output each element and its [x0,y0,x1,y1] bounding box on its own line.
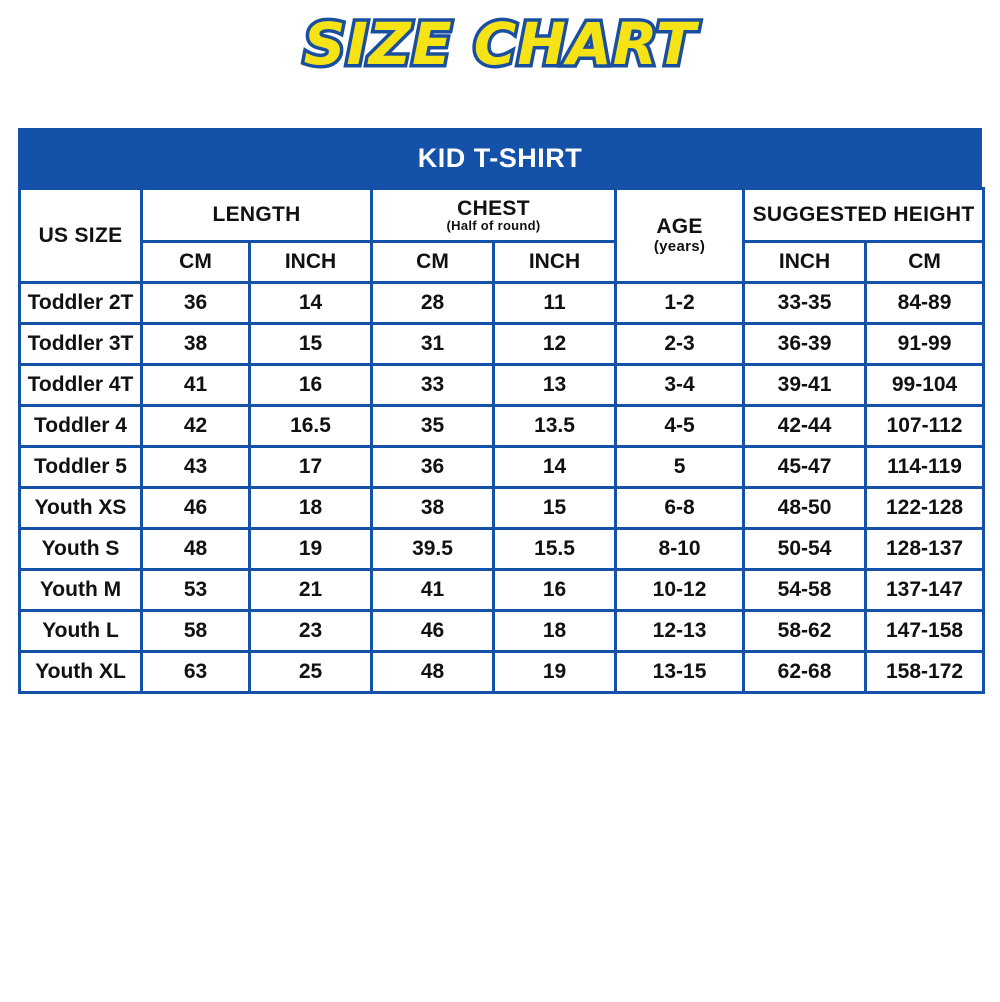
cell-height-inch: 39-41 [744,365,866,406]
size-chart-table [18,187,985,694]
cell-age: 4-5 [616,406,744,447]
cell-length-cm: 41 [142,365,250,406]
cell-length-inch: 17 [250,447,372,488]
cell-length-inch: 25 [250,652,372,693]
cell-us-size: Youth S [20,529,142,570]
cell-length-cm: 36 [142,283,250,324]
header-length-inch: INCH [250,242,372,283]
cell-height-inch: 36-39 [744,324,866,365]
table-row [20,406,984,447]
cell-chest-cm: 33 [372,365,494,406]
cell-length-inch: 21 [250,570,372,611]
cell-length-cm: 53 [142,570,250,611]
cell-height-inch: 48-50 [744,488,866,529]
cell-height-inch: 42-44 [744,406,866,447]
cell-us-size: Youth L [20,611,142,652]
cell-us-size: Youth M [20,570,142,611]
header-us-size: US SIZE [20,189,142,283]
table-row [20,324,984,365]
cell-height-cm: 84-89 [866,283,984,324]
cell-length-cm: 42 [142,406,250,447]
cell-chest-inch: 11 [494,283,616,324]
cell-height-inch: 54-58 [744,570,866,611]
table-row [20,365,984,406]
cell-chest-cm: 35 [372,406,494,447]
header-age-label: AGE [656,215,703,239]
cell-us-size: Youth XL [20,652,142,693]
cell-chest-cm: 48 [372,652,494,693]
header-row-units [20,242,984,283]
table-row [20,652,984,693]
page-title: SIZE CHART [303,10,697,78]
cell-chest-inch: 14 [494,447,616,488]
header-age [616,189,744,283]
cell-age: 6-8 [616,488,744,529]
table-row [20,529,984,570]
cell-length-cm: 43 [142,447,250,488]
cell-us-size: Youth XS [20,488,142,529]
product-banner: KID T-SHIRT [18,128,982,187]
table-row [20,283,984,324]
cell-age: 5 [616,447,744,488]
cell-us-size: Toddler 5 [20,447,142,488]
table-row [20,488,984,529]
cell-chest-inch: 18 [494,611,616,652]
cell-age: 13-15 [616,652,744,693]
cell-age: 2-3 [616,324,744,365]
cell-length-inch: 16 [250,365,372,406]
cell-chest-inch: 13 [494,365,616,406]
cell-length-inch: 16.5 [250,406,372,447]
cell-height-inch: 45-47 [744,447,866,488]
table-row [20,570,984,611]
cell-height-inch: 58-62 [744,611,866,652]
cell-chest-inch: 19 [494,652,616,693]
cell-length-cm: 63 [142,652,250,693]
cell-height-inch: 33-35 [744,283,866,324]
table-header [20,189,984,283]
cell-height-cm: 114-119 [866,447,984,488]
cell-length-inch: 19 [250,529,372,570]
cell-us-size: Toddler 4 [20,406,142,447]
table-row [20,447,984,488]
header-length: LENGTH [142,189,372,242]
header-chest-inch: INCH [494,242,616,283]
cell-height-inch: 62-68 [744,652,866,693]
header-length-cm: CM [142,242,250,283]
header-suggested-height: SUGGESTED HEIGHT [744,189,984,242]
cell-chest-inch: 13.5 [494,406,616,447]
title-area [0,0,1000,86]
cell-chest-cm: 41 [372,570,494,611]
cell-height-cm: 122-128 [866,488,984,529]
cell-length-inch: 15 [250,324,372,365]
cell-height-cm: 107-112 [866,406,984,447]
cell-length-cm: 58 [142,611,250,652]
cell-chest-inch: 15 [494,488,616,529]
cell-height-cm: 158-172 [866,652,984,693]
table-row [20,611,984,652]
header-chest-label: CHEST [457,197,530,220]
cell-chest-cm: 39.5 [372,529,494,570]
cell-length-inch: 14 [250,283,372,324]
header-age-sublabel: (years) [653,238,706,256]
cell-height-cm: 99-104 [866,365,984,406]
header-chest [372,189,616,242]
header-row-groups [20,189,984,242]
cell-age: 10-12 [616,570,744,611]
cell-height-cm: 147-158 [866,611,984,652]
cell-length-inch: 18 [250,488,372,529]
cell-age: 12-13 [616,611,744,652]
cell-age: 3-4 [616,365,744,406]
cell-age: 8-10 [616,529,744,570]
cell-length-cm: 48 [142,529,250,570]
cell-height-cm: 128-137 [866,529,984,570]
header-height-cm: CM [866,242,984,283]
header-chest-cm: CM [372,242,494,283]
header-height-inch: INCH [744,242,866,283]
cell-height-cm: 91-99 [866,324,984,365]
header-chest-sublabel: (Half of round) [446,218,541,233]
cell-chest-inch: 16 [494,570,616,611]
cell-chest-inch: 12 [494,324,616,365]
cell-height-inch: 50-54 [744,529,866,570]
cell-chest-cm: 31 [372,324,494,365]
cell-us-size: Toddler 2T [20,283,142,324]
cell-us-size: Toddler 3T [20,324,142,365]
cell-chest-cm: 28 [372,283,494,324]
cell-us-size: Toddler 4T [20,365,142,406]
cell-chest-cm: 46 [372,611,494,652]
cell-height-cm: 137-147 [866,570,984,611]
table-body [20,283,984,693]
cell-chest-inch: 15.5 [494,529,616,570]
cell-length-cm: 46 [142,488,250,529]
size-table-area [18,128,982,694]
cell-length-inch: 23 [250,611,372,652]
cell-length-cm: 38 [142,324,250,365]
cell-chest-cm: 38 [372,488,494,529]
cell-age: 1-2 [616,283,744,324]
cell-chest-cm: 36 [372,447,494,488]
